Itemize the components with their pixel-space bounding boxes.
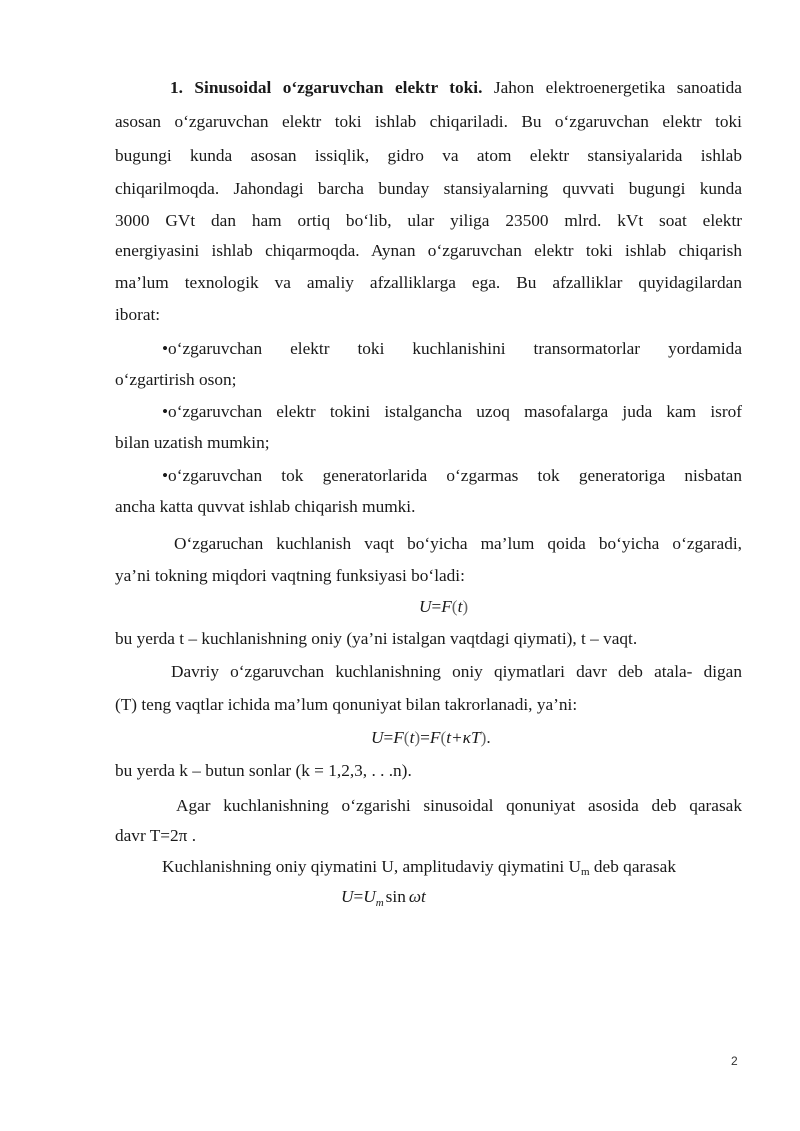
formula-sinusoidal <box>341 886 426 914</box>
paragraph-1-text: Jahon elektroenergetika sanoatida <box>493 78 742 97</box>
paragraph-5: bu yerda k – butun sonlar (k = 1,2,3, . . .n). <box>115 761 412 780</box>
formula-func: F <box>429 728 441 747</box>
paragraph-1-line-4: chiqarilmoqda. Jahondagi barcha bunday stansiyalarning quvvati bugungi kunda <box>115 179 742 198</box>
formula-eq: = <box>420 728 430 747</box>
formula-periodic <box>371 727 491 749</box>
formula-paren: ( <box>440 728 447 747</box>
formula-u-equals-f-of-t <box>419 596 468 618</box>
formula-var: U <box>341 887 354 906</box>
paragraph-1-line-6: energiyasini ishlab chiqarmoqda. Aynan o‘zgaruvchan elektr toki ishlab chiqarish <box>115 241 742 260</box>
paragraph-7-text-end: deb qarasak <box>589 857 676 876</box>
section-heading: 1. Sinusoidal o‘zgaruvchan elektr toki. <box>170 78 483 97</box>
bullet-2-line-2: bilan uzatish mumkin; <box>115 433 270 452</box>
formula-arg: t <box>457 597 463 616</box>
formula-arg: ωt <box>408 887 426 906</box>
paragraph-7-text: Kuchlanishning oniy qiymatini U, amplitudaviy qiymatini U <box>162 857 582 876</box>
paragraph-2-line-2: ya’ni tokning miqdori vaqtning funksiyasi bo‘ladi: <box>115 566 465 585</box>
bullet-2-line-1: •o‘zgaruvchan elektr tokini istalgancha uzoq masofalarga juda kam isrof <box>162 402 742 421</box>
paragraph-1-line-2: asosan o‘zgaruvchan elektr toki ishlab chiqariladi. Bu o‘zgaruvchan elektr toki <box>115 112 742 131</box>
formula-paren: ( <box>451 597 458 616</box>
formula-var: U <box>419 597 432 616</box>
paragraph-1-line-1 <box>170 77 742 99</box>
formula-paren: ) <box>462 597 469 616</box>
formula-func: F <box>393 728 404 747</box>
formula-paren: ( <box>403 728 410 747</box>
formula-eq: = <box>431 597 442 616</box>
formula-paren: ) <box>480 728 487 747</box>
formula-subscript: m <box>375 897 384 909</box>
paragraph-2-line-1: O‘zgaruchan kuchlanish vaqt bo‘yicha ma’lum qoida bo‘yicha o‘zgaradi, <box>174 534 742 553</box>
formula-period: . <box>486 728 491 747</box>
bullet-1-line-1: •o‘zgaruvchan elektr toki kuchlanishini transormatorlar yordamida <box>162 339 742 358</box>
paragraph-4-line-2: (T) teng vaqtlar ichida ma’lum qonuniyat bilan takrorlanadi, ya’ni: <box>115 695 578 714</box>
formula-func: F <box>441 597 452 616</box>
formula-eq: = <box>383 728 394 747</box>
formula-sin: sin <box>385 887 406 906</box>
formula-arg: t+κT <box>446 728 481 747</box>
paragraph-1-line-5: 3000 GVt dan ham ortiq bo‘lib, ular yiliga 23500 mlrd. kVt soat elektr <box>115 211 742 230</box>
paragraph-1-line-8: iborat: <box>115 305 161 324</box>
formula-paren: ) <box>414 728 421 747</box>
paragraph-6-line-1: Agar kuchlanishning o‘zgarishi sinusoidal qonuniyat asosida deb qarasak <box>176 796 742 815</box>
paragraph-1-line-7: ma’lum texnologik va amaliy afzalliklarga ega. Bu afzalliklar quyidagilardan <box>115 273 742 292</box>
bullet-3-line-1: •o‘zgaruvchan tok generatorlarida o‘zgarmas tok generatoriga nisbatan <box>162 466 742 485</box>
formula-var: U <box>371 728 384 747</box>
paragraph-3: bu yerda t – kuchlanishning oniy (ya’ni istalgan vaqtdagi qiymati), t – vaqt. <box>115 629 638 648</box>
formula-amplitude: U <box>363 887 376 906</box>
page-number: 2 <box>731 1054 738 1068</box>
subscript-m: m <box>581 866 590 878</box>
bullet-3-line-2: ancha katta quvvat ishlab chiqarish mumki. <box>115 497 416 516</box>
paragraph-1-line-3: bugungi kunda asosan issiqlik, gidro va atom elektr stansiyalarida ishlab <box>115 146 742 165</box>
paragraph-6-line-2: davr T=2π . <box>115 826 197 845</box>
paragraph-4-line-1: Davriy o‘zgaruvchan kuchlanishning oniy qiymatlari davr deb atala- digan <box>171 662 742 681</box>
bullet-1-line-2: o‘zgartirish oson; <box>115 370 237 389</box>
formula-arg: t <box>409 728 415 747</box>
formula-eq: = <box>353 887 364 906</box>
paragraph-7 <box>162 856 742 883</box>
